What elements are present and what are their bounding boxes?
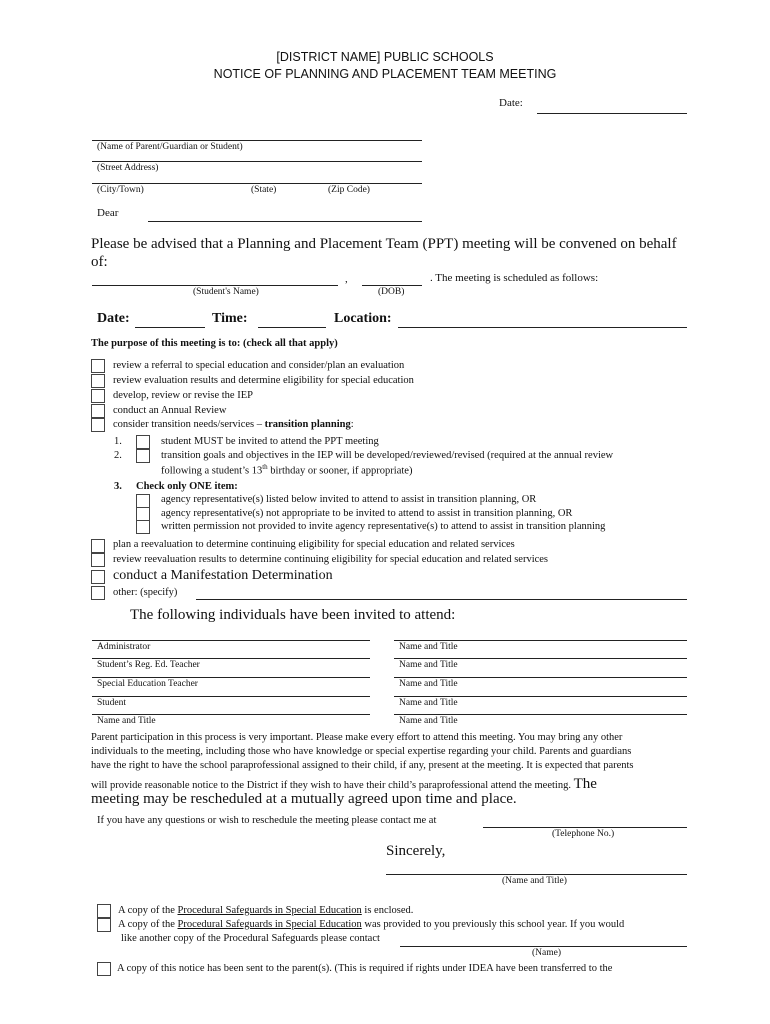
invitee-right-4: Name and Title bbox=[399, 698, 458, 708]
contact-name-line[interactable] bbox=[400, 946, 687, 947]
copy-previous-checkbox[interactable] bbox=[97, 918, 111, 932]
meeting-location-label: Location: bbox=[334, 311, 392, 326]
telephone-caption: (Telephone No.) bbox=[552, 829, 615, 839]
sincerely: Sincerely, bbox=[386, 843, 446, 859]
purpose-heading: The purpose of this meeting is to: (check all that apply) bbox=[91, 338, 338, 349]
agency-checkbox-3[interactable] bbox=[136, 520, 150, 534]
dob-caption: (DOB) bbox=[378, 287, 405, 297]
transition-num-1: 1. bbox=[114, 436, 122, 447]
purpose-label-1: review a referral to special education and consider/plan an evaluation bbox=[113, 360, 405, 371]
participation-line-3: have the right to have the school paraprofessional assigned to their child, if any, present at the meeting. It is expected that parents bbox=[91, 760, 634, 771]
invitee-left-line-3[interactable] bbox=[92, 677, 370, 678]
agency-checkbox-1[interactable] bbox=[136, 494, 150, 508]
agency-checkbox-2[interactable] bbox=[136, 507, 150, 521]
invitee-right-2: Name and Title bbox=[399, 660, 458, 670]
city-line[interactable] bbox=[92, 183, 422, 184]
purpose-checkbox-manifestation[interactable] bbox=[91, 570, 105, 584]
contact-text: If you have any questions or wish to reschedule the meeting please contact me at bbox=[97, 815, 437, 826]
manifestation-label: conduct a Manifestation Determination bbox=[113, 568, 333, 583]
invitee-right-5: Name and Title bbox=[399, 716, 458, 726]
district-title: [DISTRICT NAME] PUBLIC SCHOOLS bbox=[276, 50, 494, 64]
copy-previous-text: A copy of the Procedural Safeguards in Special Education was provided to you previously this school year. If you would bbox=[118, 919, 625, 930]
invitee-right-line-2[interactable] bbox=[394, 658, 687, 659]
transition-item-2b: following a student’s 13th birthday or sooner, if appropriate) bbox=[161, 463, 413, 477]
meeting-time-label: Time: bbox=[212, 311, 248, 326]
participation-line-1: Parent participation in this process is very important. Please make every effort to attend this meeting. You may bring any other bbox=[91, 732, 623, 743]
invitee-left-line-5[interactable] bbox=[92, 714, 370, 715]
reeval-review-label: review reevaluation results to determine continuing eligibility for special education and related services bbox=[113, 554, 549, 565]
purpose-checkbox-3[interactable] bbox=[91, 389, 105, 403]
contact-name-caption: (Name) bbox=[532, 948, 562, 958]
purpose-checkbox-1[interactable] bbox=[91, 359, 105, 373]
invitee-right-3: Name and Title bbox=[399, 679, 458, 689]
copy-enclosed-checkbox[interactable] bbox=[97, 904, 111, 918]
advise-text: Please be advised that a Planning and Placement Team (PPT) meeting will be convened on behalf of: bbox=[91, 236, 677, 270]
transition-checkbox-1[interactable] bbox=[136, 435, 150, 449]
invited-heading: The following individuals have been invited to attend: bbox=[130, 607, 456, 623]
meeting-date-line[interactable] bbox=[135, 327, 205, 328]
invitee-left-line-4[interactable] bbox=[92, 696, 370, 697]
invitee-left-line-1[interactable] bbox=[92, 640, 370, 641]
participation-line-5: meeting may be rescheduled at a mutually agreed upon time and place. bbox=[91, 791, 517, 807]
state-caption: (State) bbox=[251, 185, 277, 195]
agency-option-2: agency representative(s) not appropriate to be invited to attend to assist in transition planning, OR bbox=[161, 508, 573, 519]
invitee-left-1: Administrator bbox=[97, 642, 151, 652]
purpose-checkbox-2[interactable] bbox=[91, 374, 105, 388]
purpose-checkbox-4[interactable] bbox=[91, 404, 105, 418]
other-label: other: (specify) bbox=[113, 587, 178, 598]
student-name-caption: (Student's Name) bbox=[193, 287, 259, 297]
dear-line[interactable] bbox=[148, 221, 422, 222]
transition-num-3: 3. bbox=[114, 481, 122, 492]
invitee-left-3: Special Education Teacher bbox=[97, 679, 198, 689]
agency-option-1: agency representative(s) listed below invited to attend to assist in transition planning, OR bbox=[161, 494, 537, 505]
purpose-label-4: conduct an Annual Review bbox=[113, 405, 227, 416]
date-line[interactable] bbox=[537, 113, 687, 114]
telephone-line[interactable] bbox=[483, 827, 687, 828]
invitee-right-line-1[interactable] bbox=[394, 640, 687, 641]
copy-contact-text: like another copy of the Procedural Safeguards please contact bbox=[121, 933, 380, 944]
reeval-plan-label: plan a reevaluation to determine continuing eligibility for special education and related services bbox=[113, 539, 515, 550]
participation-line-2: individuals to the meeting, including those who have knowledge or special expertise regarding your child. Parents and guardians bbox=[91, 746, 632, 757]
invitee-right-line-5[interactable] bbox=[394, 714, 687, 715]
invitee-left-line-2[interactable] bbox=[92, 658, 370, 659]
copy-parent-checkbox[interactable] bbox=[97, 962, 111, 976]
invitee-right-line-3[interactable] bbox=[394, 677, 687, 678]
dob-line[interactable] bbox=[362, 285, 422, 286]
participation-line-4: will provide reasonable notice to the District if they wish to have their child’s paraprofessional attend the meeting. The bbox=[91, 776, 597, 792]
purpose-checkbox-reeval-plan[interactable] bbox=[91, 539, 105, 553]
signature-caption: (Name and Title) bbox=[502, 876, 567, 886]
street-caption: (Street Address) bbox=[97, 163, 159, 173]
transition-label: consider transition needs/services – transition planning: bbox=[113, 419, 354, 430]
city-caption: (City/Town) bbox=[97, 185, 144, 195]
transition-num-2: 2. bbox=[114, 450, 122, 461]
zip-caption: (Zip Code) bbox=[328, 185, 370, 195]
purpose-checkbox-reeval-review[interactable] bbox=[91, 553, 105, 567]
signature-line[interactable] bbox=[386, 874, 687, 875]
copy-parent-text: A copy of this notice has been sent to the parent(s). (This is required if rights under IDEA have been transferred to the bbox=[117, 963, 613, 974]
comma: , bbox=[345, 273, 348, 285]
date-label: Date: bbox=[499, 97, 523, 109]
invitee-right-1: Name and Title bbox=[399, 642, 458, 652]
scheduled-text: . The meeting is scheduled as follows: bbox=[430, 272, 599, 284]
purpose-checkbox-other[interactable] bbox=[91, 586, 105, 600]
other-line[interactable] bbox=[196, 599, 687, 600]
transition-item-2: transition goals and objectives in the IEP will be developed/reviewed/revised (required at the annual review bbox=[161, 450, 614, 461]
parent-name-line[interactable] bbox=[92, 140, 422, 141]
notice-title: NOTICE OF PLANNING AND PLACEMENT TEAM MEETING bbox=[213, 67, 557, 81]
check-one-label: Check only ONE item: bbox=[136, 481, 238, 492]
invitee-left-2: Student’s Reg. Ed. Teacher bbox=[97, 660, 200, 670]
meeting-location-line[interactable] bbox=[398, 327, 687, 328]
invitee-left-5: Name and Title bbox=[97, 716, 156, 726]
transition-checkbox-2[interactable] bbox=[136, 449, 150, 463]
student-name-line[interactable] bbox=[92, 285, 338, 286]
parent-name-caption: (Name of Parent/Guardian or Student) bbox=[97, 142, 243, 152]
purpose-label-3: develop, review or revise the IEP bbox=[113, 390, 253, 401]
purpose-checkbox-transition[interactable] bbox=[91, 418, 105, 432]
invitee-left-4: Student bbox=[97, 698, 127, 708]
transition-item-1: student MUST be invited to attend the PPT meeting bbox=[161, 436, 379, 447]
meeting-date-label: Date: bbox=[97, 311, 130, 326]
meeting-time-line[interactable] bbox=[258, 327, 326, 328]
invitee-right-line-4[interactable] bbox=[394, 696, 687, 697]
purpose-label-2: review evaluation results and determine eligibility for special education bbox=[113, 375, 414, 386]
dear-label: Dear bbox=[97, 207, 119, 219]
street-line[interactable] bbox=[92, 161, 422, 162]
copy-enclosed-text: A copy of the Procedural Safeguards in Special Education is enclosed. bbox=[118, 905, 414, 916]
agency-option-3: written permission not provided to invite agency representative(s) to attend to assist in transition planning bbox=[161, 521, 606, 532]
